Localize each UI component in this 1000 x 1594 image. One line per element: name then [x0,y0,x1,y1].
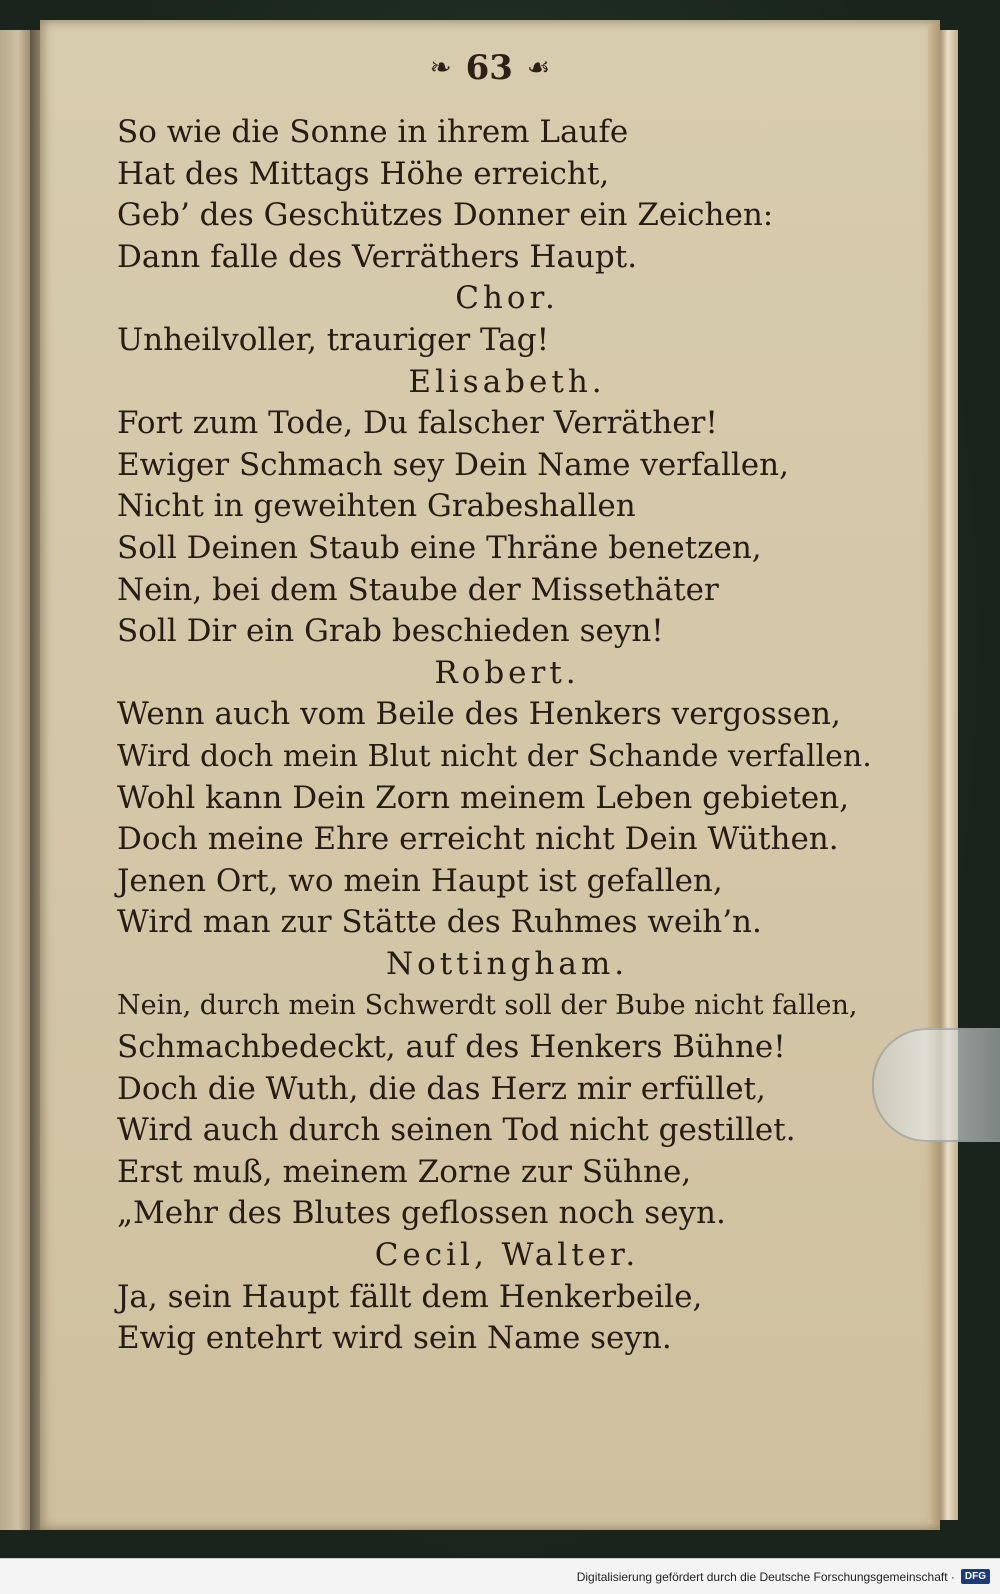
speaker-name: Cecil, Walter. [374,1237,640,1274]
page-clip [872,1028,1000,1142]
verse-line: Hat des Mittags Höhe erreicht, [117,155,610,192]
dfg-logo: DFG [961,1569,990,1584]
ornament-left-icon: ❧ [429,53,452,83]
verse-line: Wohl kann Dein Zorn meinem Leben gebieten, [117,779,850,816]
verse-line: Wird man zur Stätte des Ruhmes weih’n. [117,904,762,941]
ornament-right-icon: ☙ [526,53,551,83]
verse-line: Wenn auch vom Beile des Henkers vergossen, [117,696,841,733]
verse-line: Dann falle des Verräthers Haupt. [117,238,638,275]
verse-line: Wird auch durch seinen Tod nicht gestillet. [117,1112,796,1149]
speaker-name: Chor. [455,280,559,317]
verse-line: Nicht in geweihten Grabeshallen [117,488,636,525]
digitization-footer [0,1558,1000,1594]
verse-line: Unheilvoller, trauriger Tag! [117,321,550,358]
verse-line: Ja, sein Haupt fällt dem Henkerbeile, [117,1278,703,1315]
page-number: 63 [465,48,513,88]
verse-line: Ewig entehrt wird sein Name seyn. [117,1320,672,1357]
page-stack-edge [940,30,958,1520]
verse-line: So wie die Sonne in ihrem Laufe [117,114,629,150]
verse-line: Doch die Wuth, die das Herz mir erfüllet, [117,1070,766,1107]
verse-line: Jenen Ort, wo mein Haupt ist gefallen, [117,862,723,899]
speaker-name: Elisabeth. [408,363,606,400]
verse-line: Wird doch mein Blut nicht der Schande verfallen. [117,738,872,774]
verse-line: Soll Dir ein Grab beschieden seyn! [117,613,664,650]
verse-line: Nein, durch mein Schwerdt soll der Bube nicht fallen, [117,990,858,1022]
verse-line: Soll Deinen Staub eine Thräne benetzen, [117,529,762,566]
verse-line: Schmachbedeckt, auf des Henkers Bühne! [117,1029,786,1066]
verse-line: Fort zum Tode, Du falscher Verräther! [117,405,718,442]
book-gutter [30,30,40,1530]
funding-notice: Digitalisierung gefördert durch die Deutsche Forschungsgemeinschaft · [576,1569,955,1584]
speaker-name: Robert. [434,654,580,691]
speaker-name: Nottingham. [385,945,629,982]
verse-line: Ewiger Schmach sey Dein Name verfallen, [117,446,789,483]
verse-line: Erst muß, meinem Zorne zur Sühne, [117,1153,692,1190]
verse-text-block [117,112,877,1360]
verse-line: Geb’ des Geschützes Donner ein Zeichen: [117,197,774,234]
verse-line: Doch meine Ehre erreicht nicht Dein Wüthen. [117,821,839,858]
page-stack-inner [928,24,940,1524]
verse-line: Nein, bei dem Staube der Missethäter [117,571,719,608]
left-page-edge [0,30,30,1530]
verse-line: „Mehr des Blutes geflossen noch seyn. [117,1195,726,1232]
page-header [380,42,600,94]
